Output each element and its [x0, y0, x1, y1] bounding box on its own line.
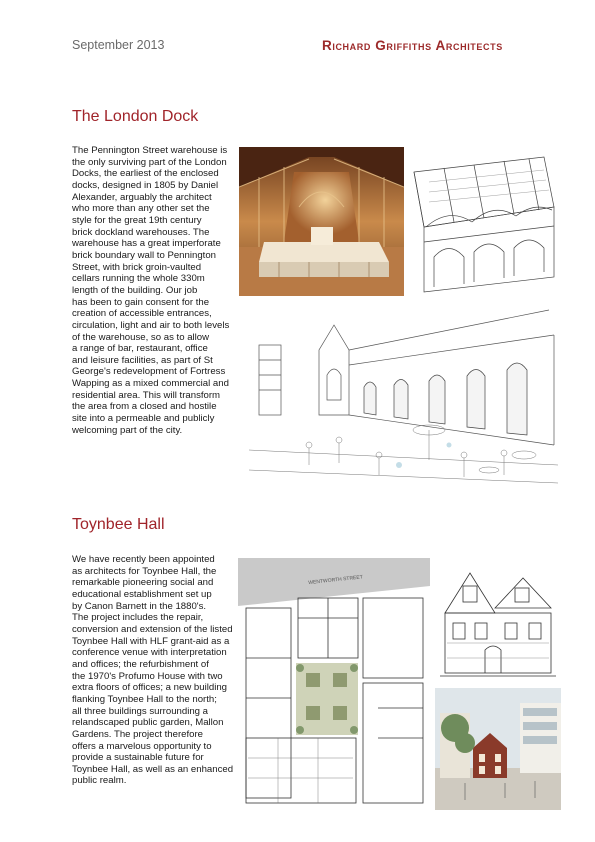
section-title-toynbee-hall: Toynbee Hall [72, 516, 165, 533]
toynbee-facade-sketch [435, 558, 561, 681]
document-date: September 2013 [72, 38, 165, 52]
section-title-london-dock: The London Dock [72, 108, 199, 125]
section-body-london-dock: The Pennington Street warehouse is the only surviving part of the London Docks, the earliest of the enclosed docks, designed in 1805 by Daniel Alexander, arguably the architect who more than any other set the style for the great 19th century brick dockland warehouses. The warehouse has a great imperforate brick boundary wall to Pennington Street, with brick groin-vaulted cellars running the whole 330m length of the building. Our job has been to gain consent for the creation of accessible entrances, circulation, light and air to both levels of the warehouse, so as to allow a range of bar, restaurant, office and leisure facilities, as part of St George's redevelopment of Fortress Wapping as a mixed commercial and residential area. This will transform the area from a closed and hostile site into a permeable and publicly welcoming part of the city. [72, 145, 230, 436]
warehouse-perspective-sketch [249, 305, 558, 491]
toynbee-site-plan [238, 558, 430, 810]
plan-street-label: WENTWORTH STREET [308, 574, 364, 587]
firm-name: Richard Griffiths Architects [322, 38, 503, 53]
cellar-section-sketch [404, 152, 556, 298]
toynbee-street-render [435, 688, 561, 810]
section-body-toynbee-hall: We have recently been appointed as architects for Toynbee Hall, the remarkable pioneering social and educational establishment set up by Canon Barnett in the 1880's. The project includes the repair, conversion and extension of the listed Toynbee Hall with HLF grant-aid as a conference venue with interpretation and offices; the refurbishment of the 1970's Profumo House with two extra floors of offices; a new building flanking Toynbee Hall to the north; all three buildings surrounding a relandscaped public garden, Mallon Gardens. The project therefore offers a marvelous opportunity to provide a sustainable future for Toynbee Hall, as well as an enhanced public realm. [72, 554, 234, 787]
warehouse-interior-photo [239, 147, 404, 296]
